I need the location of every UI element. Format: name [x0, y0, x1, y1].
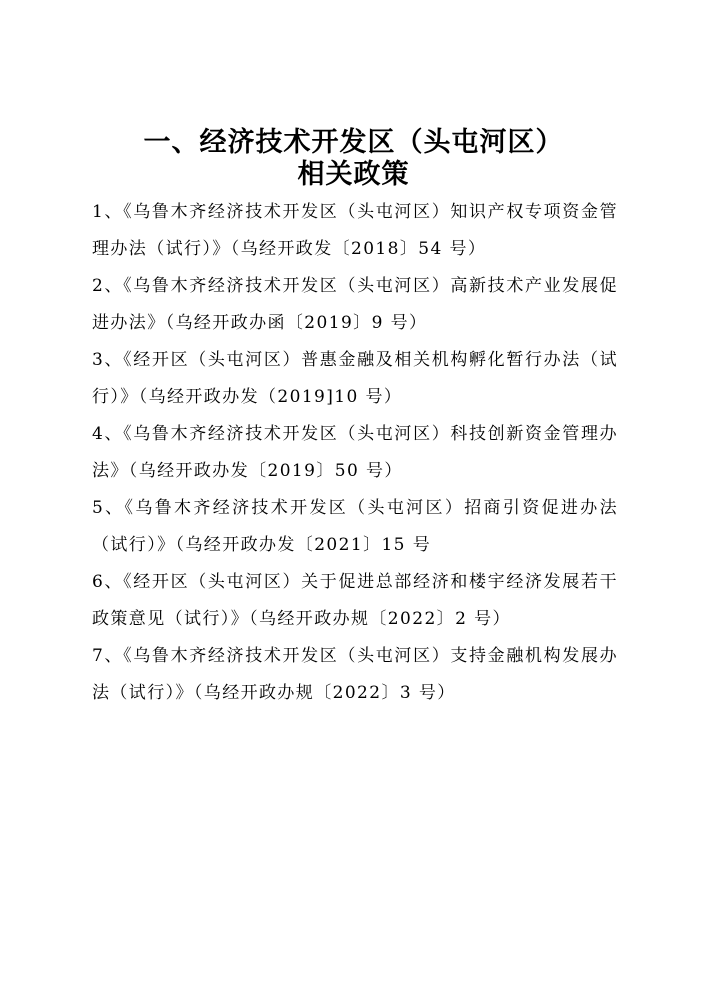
policy-item-5: 5、《乌鲁木齐经济技术开发区（头屯河区）招商引资促进办法（试行）》（乌经开政办发〔2021〕15 号 — [92, 498, 618, 555]
policy-item-7: 7、《乌鲁木齐经济技术开发区（头屯河区）支持金融机构发展办法（试行）》（乌经开政办规〔2022〕3 号） — [92, 646, 618, 703]
policy-item-1: 1、《乌鲁木齐经济技术开发区（头屯河区）知识产权专项资金管理办法（试行）》（乌经开政发〔2018〕54 号） — [92, 202, 618, 259]
policy-item-6: 6、《经开区（头屯河区）关于促进总部经济和楼宇经济发展若干政策意见（试行）》（乌经开政办规〔2022〕2 号） — [92, 572, 618, 629]
section-subtitle: 相关政策 — [297, 159, 410, 190]
policy-item-4: 4、《乌鲁木齐经济技术开发区（头屯河区）科技创新资金管理办法》（乌经开政办发〔2019〕50 号） — [92, 424, 618, 481]
policy-list — [92, 194, 618, 712]
policy-item-3: 3、《经开区（头屯河区）普惠金融及相关机构孵化暂行办法（试行）》（乌经开政办发（2019]10 号） — [92, 350, 618, 407]
policy-item-2: 2、《乌鲁木齐经济技术开发区（头屯河区）高新技术产业发展促进办法》（乌经开政办函〔2019〕9 号） — [92, 276, 618, 333]
section-title: 一、经济技术开发区（头屯河区） — [143, 127, 564, 158]
